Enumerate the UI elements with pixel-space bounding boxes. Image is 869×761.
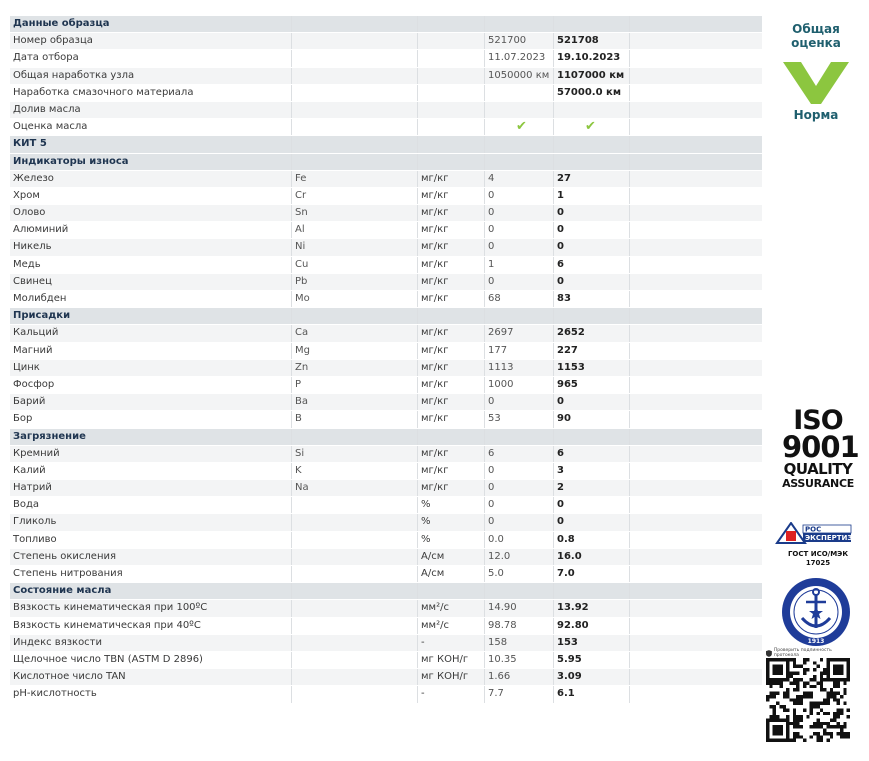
- unit: мм²/с: [418, 618, 485, 634]
- previous-value: 0: [485, 480, 554, 496]
- unit: мг/кг: [418, 360, 485, 376]
- empty-cell: [630, 188, 762, 204]
- section-spacer: [292, 308, 418, 324]
- previous-value: 0: [485, 222, 554, 238]
- empty-cell: [630, 274, 762, 290]
- element-symbol: Mo: [292, 291, 418, 307]
- empty-cell: [630, 377, 762, 393]
- element-symbol: [292, 514, 418, 530]
- current-value: 965: [554, 377, 630, 393]
- table-row: [10, 239, 762, 256]
- table-row: [10, 257, 762, 274]
- unit: мм²/с: [418, 600, 485, 616]
- table-row: [10, 618, 762, 635]
- previous-value: 1.66: [485, 669, 554, 685]
- parameter-name: Калий: [10, 463, 292, 479]
- empty-cell: [630, 50, 762, 66]
- parameter-name: Фосфор: [10, 377, 292, 393]
- unit: А/см: [418, 566, 485, 582]
- parameter-name: Никель: [10, 239, 292, 255]
- unit: мг/кг: [418, 480, 485, 496]
- section-title: КИТ 5: [10, 136, 292, 152]
- section-spacer: [485, 16, 554, 32]
- current-value: 0: [554, 497, 630, 513]
- element-symbol: [292, 635, 418, 651]
- empty-cell: [630, 68, 762, 84]
- element-symbol: [292, 68, 418, 84]
- unit: мг/кг: [418, 222, 485, 238]
- table-row: [10, 497, 762, 514]
- section-spacer: [292, 136, 418, 152]
- table-row: [10, 635, 762, 652]
- qr-verification[interactable]: [766, 648, 856, 746]
- unit: мг/кг: [418, 446, 485, 462]
- assessment-status: Норма: [793, 108, 839, 122]
- parameter-name: Вода: [10, 497, 292, 513]
- table-row: [10, 222, 762, 239]
- unit: мг/кг: [418, 239, 485, 255]
- current-value: 3.09: [554, 669, 630, 685]
- unit: [418, 102, 485, 118]
- element-symbol: Ca: [292, 325, 418, 341]
- empty-cell: [630, 600, 762, 616]
- table-row: [10, 205, 762, 222]
- previous-value: [485, 119, 554, 135]
- empty-cell: [630, 411, 762, 427]
- check-icon: ✔: [585, 119, 596, 135]
- unit: мг/кг: [418, 411, 485, 427]
- current-value: 0: [554, 394, 630, 410]
- table-row: [10, 325, 762, 342]
- empty-cell: [630, 635, 762, 651]
- previous-value: 14.90: [485, 600, 554, 616]
- previous-value: 0: [485, 205, 554, 221]
- current-value: 521708: [554, 33, 630, 49]
- current-value: 5.95: [554, 652, 630, 668]
- oil-analysis-table: [10, 16, 762, 704]
- empty-cell: [630, 669, 762, 685]
- unit: мг/кг: [418, 205, 485, 221]
- empty-cell: [630, 85, 762, 101]
- check-icon: [781, 56, 851, 106]
- parameter-name: Гликоль: [10, 514, 292, 530]
- table-row: [10, 50, 762, 67]
- parameter-name: Магний: [10, 343, 292, 359]
- table-row: [10, 85, 762, 102]
- unit: -: [418, 635, 485, 651]
- element-symbol: [292, 566, 418, 582]
- empty-cell: [630, 325, 762, 341]
- previous-value: 5.0: [485, 566, 554, 582]
- previous-value: 1113: [485, 360, 554, 376]
- previous-value: [485, 85, 554, 101]
- section-spacer: [554, 429, 630, 445]
- rosexpertiza-emblem-icon: [773, 522, 863, 544]
- parameter-name: Степень нитрования: [10, 566, 292, 582]
- table-row: [10, 33, 762, 50]
- parameter-name: Молибден: [10, 291, 292, 307]
- parameter-name: Оценка масла: [10, 119, 292, 135]
- unit: мг КОН/г: [418, 652, 485, 668]
- previous-value: 7.7: [485, 686, 554, 702]
- section-spacer: [630, 154, 762, 170]
- current-value: 2652: [554, 325, 630, 341]
- section-subtitle: Индикаторы износа: [10, 154, 292, 170]
- unit: [418, 85, 485, 101]
- section-title: Загрязнение: [10, 429, 292, 445]
- empty-cell: [630, 618, 762, 634]
- previous-value: 98.78: [485, 618, 554, 634]
- current-value: 27: [554, 171, 630, 187]
- previous-value: 11.07.2023: [485, 50, 554, 66]
- parameter-name: Вязкость кинематическая при 40ºС: [10, 618, 292, 634]
- unit: [418, 50, 485, 66]
- section-header: [10, 308, 762, 325]
- unit: %: [418, 514, 485, 530]
- current-value: 7.0: [554, 566, 630, 582]
- table-row: [10, 119, 762, 136]
- current-value: 2: [554, 480, 630, 496]
- section-spacer: [418, 16, 485, 32]
- table-row: [10, 446, 762, 463]
- current-value: 0: [554, 274, 630, 290]
- previous-value: 6: [485, 446, 554, 462]
- element-symbol: [292, 618, 418, 634]
- empty-cell: [630, 532, 762, 548]
- unit: [418, 119, 485, 135]
- table-row: [10, 600, 762, 617]
- element-symbol: [292, 119, 418, 135]
- empty-cell: [630, 652, 762, 668]
- parameter-name: Степень окисления: [10, 549, 292, 565]
- empty-cell: [630, 446, 762, 462]
- section-spacer: [485, 583, 554, 599]
- table-row: [10, 102, 762, 119]
- element-symbol: Zn: [292, 360, 418, 376]
- parameter-name: Вязкость кинематическая при 100ºС: [10, 600, 292, 616]
- section-spacer: [630, 308, 762, 324]
- element-symbol: [292, 50, 418, 66]
- qr-code-icon[interactable]: [766, 658, 850, 742]
- shield-check-icon: [766, 650, 772, 657]
- unit: мг/кг: [418, 325, 485, 341]
- previous-value: 0: [485, 463, 554, 479]
- element-symbol: Sn: [292, 205, 418, 221]
- section-spacer: [630, 136, 762, 152]
- unit: мг/кг: [418, 343, 485, 359]
- section-subheader: [10, 154, 762, 171]
- anchor-seal-icon: [780, 576, 852, 648]
- previous-value: 1: [485, 257, 554, 273]
- previous-value: 68: [485, 291, 554, 307]
- parameter-name: Кальций: [10, 325, 292, 341]
- section-spacer: [292, 154, 418, 170]
- element-symbol: Mg: [292, 343, 418, 359]
- table-row: [10, 463, 762, 480]
- unit: мг КОН/г: [418, 669, 485, 685]
- table-row: [10, 411, 762, 428]
- element-symbol: [292, 600, 418, 616]
- previous-value: 0: [485, 274, 554, 290]
- current-value: 0: [554, 239, 630, 255]
- element-symbol: Fe: [292, 171, 418, 187]
- unit: мг/кг: [418, 377, 485, 393]
- parameter-name: Щелочное число TBN (ASTM D 2896): [10, 652, 292, 668]
- current-value: 1153: [554, 360, 630, 376]
- unit: мг/кг: [418, 274, 485, 290]
- element-symbol: [292, 686, 418, 702]
- element-symbol: Si: [292, 446, 418, 462]
- current-value: 6: [554, 257, 630, 273]
- parameter-name: Наработка смазочного материала: [10, 85, 292, 101]
- section-spacer: [292, 16, 418, 32]
- iso-9001-badge: ISO 9001 QUALITY ASSURANCE: [782, 405, 859, 490]
- unit: -: [418, 686, 485, 702]
- parameter-name: Дата отбора: [10, 50, 292, 66]
- table-row: [10, 549, 762, 566]
- parameter-name: Общая наработка узла: [10, 68, 292, 84]
- current-value: 0: [554, 514, 630, 530]
- unit: мг/кг: [418, 394, 485, 410]
- unit: мг/кг: [418, 463, 485, 479]
- section-title: Данные образца: [10, 16, 292, 32]
- empty-cell: [630, 686, 762, 702]
- element-symbol: Al: [292, 222, 418, 238]
- parameter-name: Натрий: [10, 480, 292, 496]
- unit: мг/кг: [418, 257, 485, 273]
- table-row: [10, 480, 762, 497]
- table-row: [10, 171, 762, 188]
- current-value: 1: [554, 188, 630, 204]
- previous-value: 0: [485, 514, 554, 530]
- empty-cell: [630, 291, 762, 307]
- empty-cell: [630, 463, 762, 479]
- section-spacer: [554, 136, 630, 152]
- section-spacer: [554, 583, 630, 599]
- svg-text:РОС: РОС: [805, 525, 822, 534]
- parameter-name: Бор: [10, 411, 292, 427]
- current-value: 3: [554, 463, 630, 479]
- section-header: [10, 16, 762, 33]
- element-symbol: [292, 497, 418, 513]
- section-spacer: [554, 16, 630, 32]
- element-symbol: Cu: [292, 257, 418, 273]
- section-spacer: [485, 429, 554, 445]
- table-row: [10, 291, 762, 308]
- element-symbol: [292, 85, 418, 101]
- table-row: [10, 343, 762, 360]
- section-spacer: [485, 136, 554, 152]
- previous-value: 0.0: [485, 532, 554, 548]
- current-value: 92.80: [554, 618, 630, 634]
- empty-cell: [630, 360, 762, 376]
- empty-cell: [630, 480, 762, 496]
- section-spacer: [485, 308, 554, 324]
- empty-cell: [630, 171, 762, 187]
- section-spacer: [292, 583, 418, 599]
- table-row: [10, 652, 762, 669]
- svg-text:ЭКСПЕРТИЗА: ЭКСПЕРТИЗА: [805, 534, 858, 542]
- table-row: [10, 394, 762, 411]
- parameter-name: Индекс вязкости: [10, 635, 292, 651]
- previous-value: 0: [485, 239, 554, 255]
- parameter-name: Кремний: [10, 446, 292, 462]
- empty-cell: [630, 205, 762, 221]
- empty-cell: [630, 394, 762, 410]
- previous-value: 0: [485, 188, 554, 204]
- parameter-name: Долив масла: [10, 102, 292, 118]
- element-symbol: Ni: [292, 239, 418, 255]
- rosexpertiza-logo: РОС ЭКСПЕРТИЗА ГОСТ ИСО/МЭК 17025: [773, 522, 863, 568]
- table-row: [10, 360, 762, 377]
- previous-value: 177: [485, 343, 554, 359]
- parameter-name: Цинк: [10, 360, 292, 376]
- element-symbol: Pb: [292, 274, 418, 290]
- element-symbol: K: [292, 463, 418, 479]
- previous-value: 1000: [485, 377, 554, 393]
- section-spacer: [418, 429, 485, 445]
- empty-cell: [630, 549, 762, 565]
- svg-text:1913: 1913: [807, 638, 825, 645]
- empty-cell: [630, 119, 762, 135]
- unit: [418, 68, 485, 84]
- unit: мг/кг: [418, 188, 485, 204]
- previous-value: 158: [485, 635, 554, 651]
- table-row: [10, 566, 762, 583]
- previous-value: 2697: [485, 325, 554, 341]
- element-symbol: [292, 669, 418, 685]
- empty-cell: [630, 497, 762, 513]
- empty-cell: [630, 33, 762, 49]
- previous-value: 521700: [485, 33, 554, 49]
- check-icon: ✔: [516, 119, 527, 135]
- current-value: 0.8: [554, 532, 630, 548]
- current-value: 0: [554, 205, 630, 221]
- current-value: 6: [554, 446, 630, 462]
- section-header: [10, 136, 762, 153]
- table-row: [10, 532, 762, 549]
- previous-value: 0: [485, 497, 554, 513]
- parameter-name: Алюминий: [10, 222, 292, 238]
- previous-value: 1050000 км: [485, 68, 554, 84]
- previous-value: 10.35: [485, 652, 554, 668]
- table-row: [10, 68, 762, 85]
- element-symbol: Cr: [292, 188, 418, 204]
- current-value: 13.92: [554, 600, 630, 616]
- current-value: 19.10.2023: [554, 50, 630, 66]
- empty-cell: [630, 102, 762, 118]
- unit: мг/кг: [418, 171, 485, 187]
- element-symbol: [292, 33, 418, 49]
- parameter-name: Хром: [10, 188, 292, 204]
- parameter-name: pH-кислотность: [10, 686, 292, 702]
- current-value: 0: [554, 222, 630, 238]
- section-spacer: [554, 154, 630, 170]
- element-symbol: Na: [292, 480, 418, 496]
- empty-cell: [630, 514, 762, 530]
- parameter-name: Железо: [10, 171, 292, 187]
- unit: %: [418, 497, 485, 513]
- parameter-name: Свинец: [10, 274, 292, 290]
- section-spacer: [418, 154, 485, 170]
- previous-value: 0: [485, 394, 554, 410]
- section-spacer: [292, 429, 418, 445]
- parameter-name: Топливо: [10, 532, 292, 548]
- element-symbol: Ba: [292, 394, 418, 410]
- current-value: 6.1: [554, 686, 630, 702]
- current-value: [554, 119, 630, 135]
- table-row: [10, 686, 762, 703]
- qr-caption: Проверить подлинность протокола: [773, 648, 832, 658]
- section-title: Состояние масла: [10, 583, 292, 599]
- previous-value: 12.0: [485, 549, 554, 565]
- element-symbol: B: [292, 411, 418, 427]
- table-row: [10, 377, 762, 394]
- table-row: [10, 669, 762, 686]
- previous-value: 4: [485, 171, 554, 187]
- section-spacer: [418, 308, 485, 324]
- overall-assessment: [766, 22, 866, 122]
- unit: %: [418, 532, 485, 548]
- empty-cell: [630, 343, 762, 359]
- empty-cell: [630, 257, 762, 273]
- current-value: 16.0: [554, 549, 630, 565]
- section-spacer: [630, 16, 762, 32]
- table-row: [10, 274, 762, 291]
- section-spacer: [554, 308, 630, 324]
- section-header: [10, 583, 762, 600]
- unit: мг/кг: [418, 291, 485, 307]
- assessment-title: Общая оценка: [791, 22, 841, 50]
- parameter-name: Олово: [10, 205, 292, 221]
- table-row: [10, 514, 762, 531]
- element-symbol: [292, 532, 418, 548]
- section-title: Присадки: [10, 308, 292, 324]
- previous-value: [485, 102, 554, 118]
- section-spacer: [630, 583, 762, 599]
- current-value: 227: [554, 343, 630, 359]
- section-spacer: [418, 583, 485, 599]
- parameter-name: Барий: [10, 394, 292, 410]
- section-spacer: [485, 154, 554, 170]
- parameter-name: Медь: [10, 257, 292, 273]
- section-header: [10, 429, 762, 446]
- current-value: 153: [554, 635, 630, 651]
- parameter-name: Номер образца: [10, 33, 292, 49]
- current-value: 90: [554, 411, 630, 427]
- unit: [418, 33, 485, 49]
- empty-cell: [630, 239, 762, 255]
- section-spacer: [630, 429, 762, 445]
- previous-value: 53: [485, 411, 554, 427]
- current-value: 83: [554, 291, 630, 307]
- maritime-register-seal: [780, 576, 852, 652]
- element-symbol: [292, 102, 418, 118]
- current-value: 1107000 км: [554, 68, 630, 84]
- element-symbol: [292, 549, 418, 565]
- current-value: 57000.0 км: [554, 85, 630, 101]
- table-row: [10, 188, 762, 205]
- empty-cell: [630, 222, 762, 238]
- parameter-name: Кислотное число TAN: [10, 669, 292, 685]
- unit: А/см: [418, 549, 485, 565]
- section-spacer: [418, 136, 485, 152]
- element-symbol: P: [292, 377, 418, 393]
- current-value: [554, 102, 630, 118]
- element-symbol: [292, 652, 418, 668]
- empty-cell: [630, 566, 762, 582]
